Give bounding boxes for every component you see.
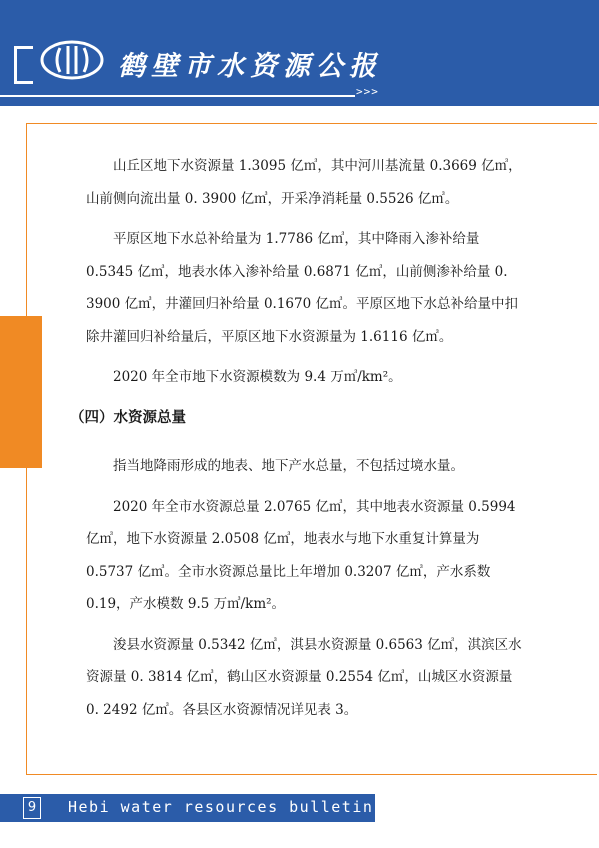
bracket-decoration [14,46,33,84]
page-content [70,150,526,734]
paragraph: 平原区地下水总补给量为 1.7786 亿㎥，其中降雨入渗补给量 0.5345 亿㎥，地表水体入渗补给量 0.6871 亿㎥，山前侧渗补给量 0. 3900 亿㎥，井灌回归补给量 0.1670 亿㎥。平原区地下水总补给量中扣除井灌回归补给量后，平原区地下水资源量为 1.6116 亿㎥。 [86,231,518,345]
header-arrows: >>> [356,85,379,98]
header-divider [0,95,355,97]
paragraph: 2020 年全市水资源总量 2.0765 亿㎥，其中地表水资源量 0.5994 亿㎥，地下水资源量 2.0508 亿㎥，地表水与地下水重复计算量为 0.5737 亿㎥。全市水资源总量比上年增加 0.3207 亿㎥，产水系数 0.19，产水模数 9.5 万㎥/km²。 [86,498,516,612]
section-heading: （四）水资源总量 [70,409,186,426]
water-bureau-logo-icon [40,40,104,80]
paragraph: 指当地降雨形成的地表、地下产水总量，不包括过境水量。 [113,458,464,474]
paragraph: 浚县水资源量 0.5342 亿㎥，淇县水资源量 0.6563 亿㎥，淇滨区水资源量 0. 3814 亿㎥，鹤山区水资源量 0.2554 亿㎥，山城区水资源量 0. 2492 亿㎥。各县区水资源情况详见表 3。 [86,636,522,718]
paragraph: 山丘区地下水资源量 1.3095 亿㎥，其中河川基流量 0.3669 亿㎥，山前侧向流出量 0. 3900 亿㎥，开采净消耗量 0.5526 亿㎥。 [86,158,522,207]
footer-title: Hebi water resources bulletin [68,798,374,816]
side-tab-decoration [0,316,42,468]
page-number: 9 [23,797,41,819]
paragraph: 2020 年全市地下水资源模数为 9.4 万㎥/km²。 [113,369,402,385]
bulletin-title: 鹤壁市水资源公报 [118,51,382,82]
